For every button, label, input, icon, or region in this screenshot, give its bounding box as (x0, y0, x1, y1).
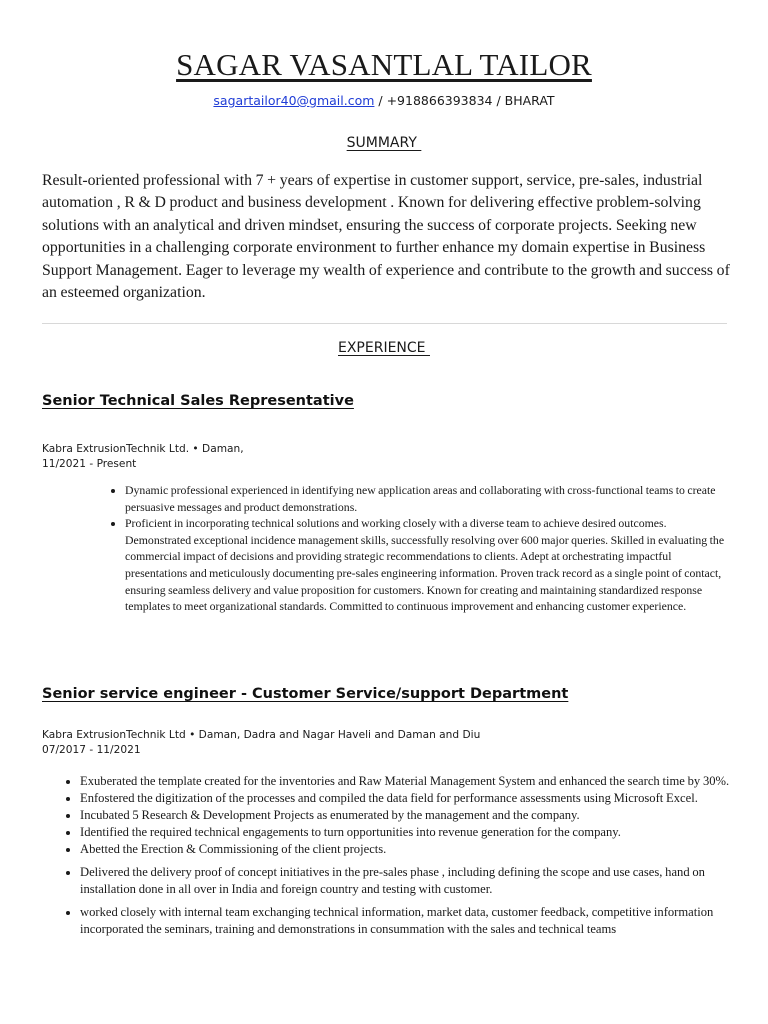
job-dates: 07/2017 - 11/2021 (42, 744, 141, 756)
list-item: • Incubated 5 Research & Development Projects as enumerated by the management and the company. (80, 807, 735, 824)
list-item: • Delivered the delivery proof of concept initiatives in the pre-sales phase , including defining the scope and use cases, hand on installation done in all over in India and foreign country and testing with customer. (80, 864, 735, 898)
phone-country-text: / +918866393834 / BHARAT (374, 93, 555, 108)
candidate-name: SAGAR VASANTLAL TAILOR (176, 47, 592, 82)
list-item: • Proficient in incorporating technical solutions and working closely with a diverse team to achieve desired outcomes. Demonstrated exceptional incidence management skills, successfully resolving over 600 major queries. Skilled in evaluating the commercial impact of decisions and providing strategic recommendations to clients. Adept at orchestrating impactful presentations and meticulously documenting pre-sales engineering information. Proven track record as a single point of contact, ensuring seamless delivery and value proposition for customers. Known for creating and maintaining standardized response templates to meet organizational standards. Committed to continuous improvement and enhancing customer experience. (125, 515, 730, 615)
list-item: • Exuberated the template created for the inventories and Raw Material Management System and enhanced the search time by 30%. (80, 773, 735, 790)
job-company: Kabra ExtrusionTechnik Ltd. • Daman, (42, 443, 244, 455)
job-responsibilities-list (62, 773, 735, 938)
email-link[interactable]: sagartailor40@gmail.com (213, 93, 375, 108)
job-company: Kabra ExtrusionTechnik Ltd • Daman, Dadra and Nagar Haveli and Daman and Diu (42, 729, 481, 741)
job-title: Senior Technical Sales Representative (42, 393, 354, 409)
contact-line (0, 93, 768, 108)
summary-paragraph: Result-oriented professional with 7 + years of expertise in customer support, service, pre-sales, industrial automation , R & D product and business development . Known for delivering effective problem-solving solutions with an analytical and driven mindset, ensuring the success of corporate projects. Seeking new opportunities in a challenging corporate environment to further enhance my domain expertise in Business Support Management. Eager to leverage my wealth of experience and contribute to the growth and success of an esteemed organization. (42, 172, 730, 302)
list-item: • Enfostered the digitization of the processes and compiled the data field for performance assessments using Microsoft Excel. (80, 790, 735, 807)
experience-heading: EXPERIENCE (338, 340, 430, 356)
job-dates: 11/2021 - Present (42, 458, 137, 470)
job-responsibilities-list (105, 482, 730, 615)
job-title: Senior service engineer - Customer Service/support Department (42, 686, 569, 702)
summary-heading: SUMMARY (346, 135, 422, 151)
section-divider (42, 323, 727, 324)
list-item: • worked closely with internal team exchanging technical information, market data, customer feedback, competitive information incorporated the seminars, training and demonstrations in consummation with the sales and technical teams (80, 904, 735, 938)
list-item: • Identified the required technical engagements to turn opportunities into revenue generation for the company. (80, 824, 735, 841)
list-item: • Abetted the Erection & Commissioning of the client projects. (80, 841, 735, 858)
list-item: • Dynamic professional experienced in identifying new application areas and collaborating with cross-functional teams to create persuasive messages and product demonstrations. (125, 482, 730, 515)
